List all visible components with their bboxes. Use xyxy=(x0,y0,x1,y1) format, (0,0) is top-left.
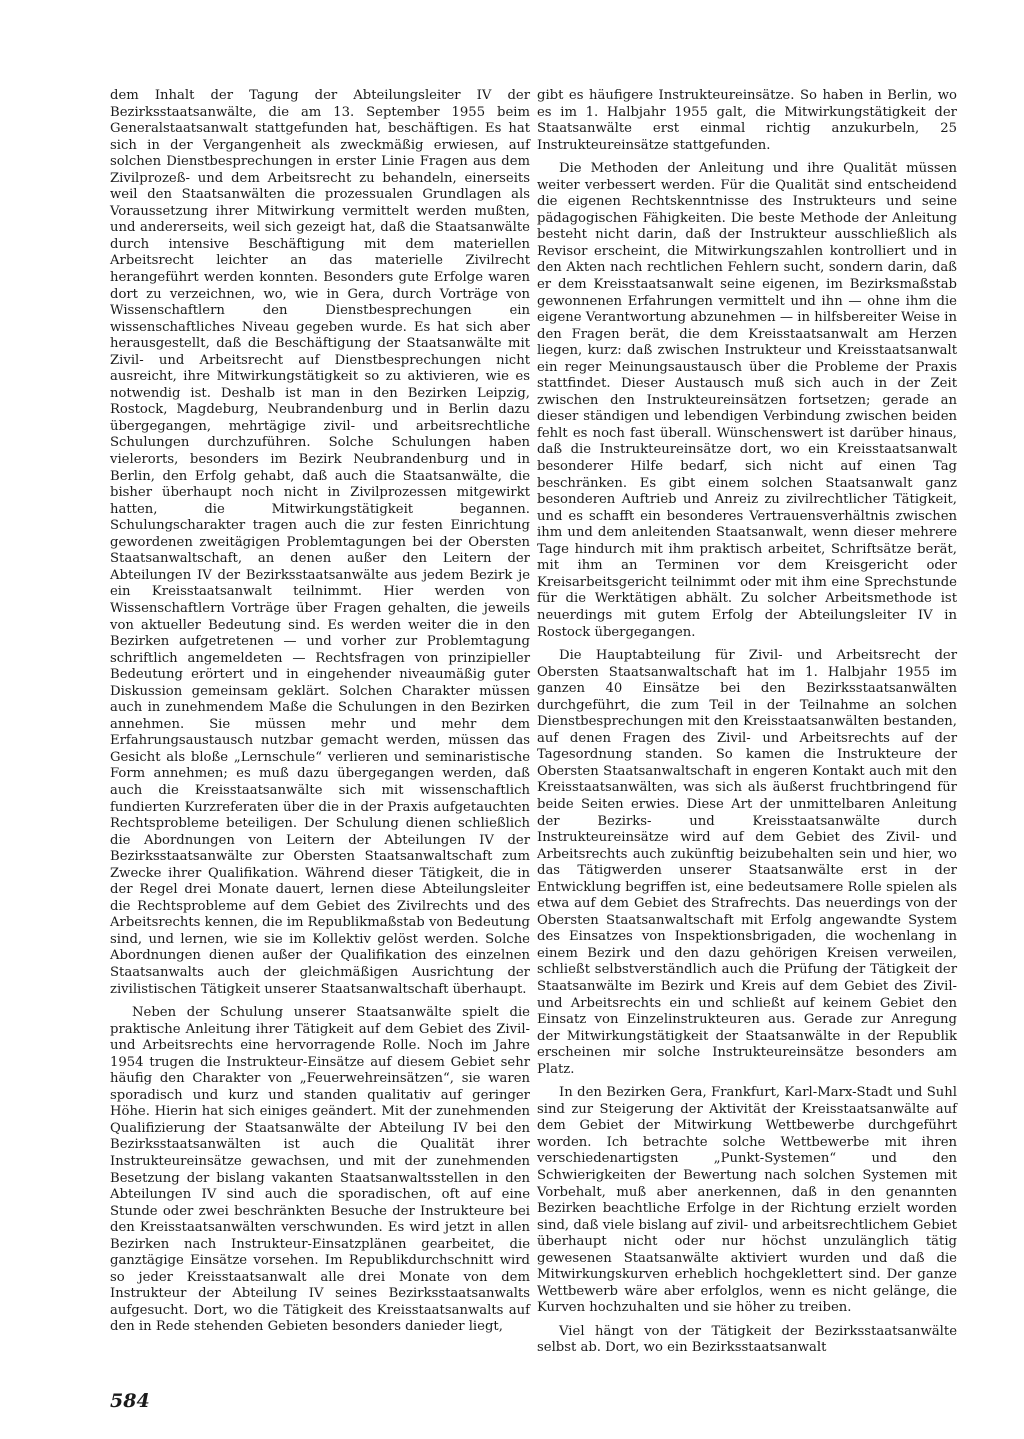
page-number: 584 xyxy=(110,1390,150,1412)
paragraph: Die Hauptabteilung für Zivil- und Arbeitsrecht der Obersten Staatsanwaltschaft hat im 1. Halbjahr 1955 im ganzen 40 Einsätze bei den Bezirksstaatsanwälten durchgeführt, die zum Teil in der Teilnahme an solchen Dienstbesprechungen mit den Kreisstaatsanwälten bestanden, auf denen Fragen des Zivil- und Arbeitsrechts auf der Tagesordnung standen. So kamen die Instrukteure der Obersten Staatsanwaltschaft in engeren Kontakt auch mit den Kreisstaatsanwälten, was sich als äußerst fruchtbringend für beide Seiten erwies. Diese Art der unmittelbaren Anleitung der Bezirks- und Kreisstaatsanwälte durch Instrukteureinsätze wird auf dem Gebiet des Zivil- und Arbeitsrechts auch zukünftig beizubehalten sein und hier, wo das Tätigwerden unserer Staatsanwälte erst in der Entwicklung begriffen ist, eine bedeutsamere Rolle spielen als etwa auf dem Gebiet des Strafrechts. Das neuerdings von der Obersten Staatsanwaltschaft mit Erfolg angewandte System des Einsatzes von Inspektionsbrigaden, die wochenlang in einem Bezirk und den dazu gehörigen Kreisen verweilen, schließt selbstverständlich auch die Prüfung der Tätigkeit der Staatsanwälte im Bezirk und Kreis auf dem Gebiet des Zivil- und Arbeitsrechts ein und schließt auf keinem Gebiet den Einsatz von Einzelinstrukteuren aus. Gerade zur Anregung der Mitwirkungstätigkeit der Staatsanwälte in der Republik erscheinen mir solche Instrukteureinsätze besonders am Platz. xyxy=(537,648,957,1077)
paragraph: dem Inhalt der Tagung der Abteilungsleiter IV der Bezirksstaatsanwälte, die am 13. September 1955 beim Generalstaatsanwalt stattgefunden hat, beschäftigen. Es hat sich in der Vergangenheit als zweckmäßig erwiesen, auf solchen Dienstbesprechungen in erster Linie Fragen aus dem Zivilprozeß- und dem Arbeitsrecht zu behandeln, einerseits weil den Staatsanwälten die prozessualen Grundlagen als Voraussetzung ihrer Mitwirkung vermittelt werden mußten, und andererseits, weil sich gezeigt hat, daß die Staatsanwälte durch intensive Beschäftigung mit dem materiellen Arbeitsrecht leichter an das materielle Zivilrecht herangeführt werden konnten. Besonders gute Erfolge waren dort zu verzeichnen, wo, wie in Gera, durch Vorträge von Wissenschaftlern den Dienstbesprechungen ein wissenschaftliches Niveau gegeben wurde. Es hat sich aber herausgestellt, daß die Beschäftigung der Staatsanwälte mit Zivil- und Arbeitsrecht auf Dienstbesprechungen nicht ausreicht, ihre Mitwirkungstätigkeit so zu aktivieren, wie es notwendig ist. Deshalb ist man in den Bezirken Leipzig, Rostock, Magdeburg, Neubrandenburg und in Berlin dazu übergegangen, mehrtägige zivil- und arbeitsrechtliche Schulungen durchzuführen. Solche Schulungen haben vielerorts, besonders im Bezirk Neubrandenburg und in Berlin, den Erfolg gehabt, daß auch die Staatsanwälte, die bisher überhaupt noch nicht in Zivilprozessen mitgewirkt hatten, die Mitwirkungstätigkeit begannen. Schulungscharakter tragen auch die zur festen Einrichtung gewordenen zweitägigen Problemtagungen bei der Obersten Staatsanwaltschaft, an denen außer den Leitern der Abteilungen IV der Bezirksstaatsanwälte aus jedem Bezirk je ein Kreisstaatsanwalt teilnimmt. Hier werden von Wissenschaftlern Vorträge über Fragen gehalten, die jeweils von aktueller Bedeutung sind. Es werden weiter die in den Bezirken aufgetretenen — und vorher zur Problemtagung schriftlich angemeldeten — Rechtsfragen von prinzipieller Bedeutung erörtert und in eingehender niveaumäßig guter Diskussion gemeinsam geklärt. Solchen Charakter müssen auch in zunehmendem Maße die Schulungen in den Bezirken annehmen. Sie müssen mehr und mehr dem Erfahrungsaustausch nutzbar gemacht werden, müssen das Gesicht als bloße „Lernschule“ verlieren und seminaristische Form annehmen; es muß dazu übergegangen werden, daß auch die Kreisstaatsanwälte sich mit wissenschaftlich fundierten Kurzreferaten über die in der Praxis aufgetauchten Rechtsprobleme beteiligen. Der Schulung dienen schließlich die Abordnungen von Leitern der Abteilungen IV der Bezirksstaatsanwälte zur Obersten Staatsanwaltschaft zum Zwecke ihrer Qualifikation. Während dieser Tätigkeit, die in der Regel drei Monate dauert, lernen diese Abteilungsleiter die Rechtsprobleme auf dem Gebiet des Zivilrechts und des Arbeitsrechts kennen, die im Republikmaßstab von Bedeutung sind, und lernen, wie sie im Kollektiv gelöst werden. Solche Abordnungen dienen außer der Qualifikation des einzelnen Staatsanwalts auch der gleichmäßigen Ausrichtung der zivilistischen Tätigkeit unserer Staatsanwaltschaft überhaupt. xyxy=(110,88,530,997)
paragraph: gibt es häufigere Instrukteureinsätze. So haben in Berlin, wo es im 1. Halbjahr 1955 galt, die Mitwirkungstätigkeit der Staatsanwälte erst einmal richtig anzukurbeln, 25 Instrukteureinsätze stattgefunden. xyxy=(537,88,957,153)
paragraph: Neben der Schulung unserer Staatsanwälte spielt die praktische Anleitung ihrer Tätigkeit auf dem Gebiet des Zivil- und Arbeitsrechts eine hervorragende Rolle. Noch im Jahre 1954 trugen die Instrukteur-Einsätze auf diesem Gebiet sehr häufig den Charakter von „Feuerwehreinsätzen“, sie waren sporadisch und kurz und standen qualitativ auf geringer Höhe. Hierin hat sich einiges geändert. Mit der zunehmenden Qualifizierung der Staatsanwälte der Abteilung IV bei den Bezirksstaatsanwälten ist auch die Qualität ihrer Instrukteureinsätze gewachsen, und mit der zunehmenden Besetzung der bislang vakanten Staatsanwaltsstellen in den Abteilungen IV sind auch die sporadischen, oft auf eine Stunde oder zwei beschränkten Besuche der Instrukteure bei den Kreisstaatsanwälten verschwunden. Es wird jetzt in allen Bezirken nach Instrukteur-Einsatzplänen gearbeitet, die ganztägige Einsätze vorsehen. Im Republikdurchschnitt wird so jeder Kreisstaatsanwalt alle drei Monate von dem Instrukteur der Abteilung IV seines Bezirksstaatsanwalts aufgesucht. Dort, wo die Tätigkeit des Kreisstaatsanwalts auf den in Rede stehenden Gebieten besonders danieder liegt, xyxy=(110,1005,530,1335)
paragraph: In den Bezirken Gera, Frankfurt, Karl-Marx-Stadt und Suhl sind zur Steigerung der Aktivität der Kreisstaatsanwälte auf dem Gebiet der Mitwirkung Wettbewerbe durchgeführt worden. Ich betrachte solche Wettbewerbe mit ihren verschiedenartigsten „Punkt-Systemen“ und den Schwierigkeiten der Bewertung nach solchen Systemen mit Vorbehalt, muß aber anerkennen, daß in den genannten Bezirken beachtliche Erfolge in der Richtung erzielt worden sind, daß viele bislang auf zivil- und arbeitsrechtlichem Gebiet überhaupt nicht oder nur höchst unzulänglich tätig gewesenen Staatsanwälte aktiviert wurden und daß die Mitwirkungskurven erheblich hochgeklettert sind. Der ganze Wettbewerb wäre aber erfolglos, wenn es nicht gelänge, die Kurven hochzuhalten und sie höher zu treiben. xyxy=(537,1085,957,1316)
right-column xyxy=(537,88,957,1364)
paragraph: Die Methoden der Anleitung und ihre Qualität müssen weiter verbessert werden. Für die Qualität sind entscheidend die eigenen Rechtskenntnisse des Instrukteurs und seine pädagogischen Fähigkeiten. Die beste Methode der Anleitung besteht nicht darin, daß der Instrukteur ausschließlich als Revisor erscheint, die Mitwirkungszahlen kontrolliert und in den Akten nach rechtlichen Fehlern sucht, sondern darin, daß er dem Kreisstaatsanwalt seine eigenen, im Bezirksmaßstab gewonnenen Erfahrungen vermittelt und ihn — ohne ihm die eigene Verantwortung abzunehmen — in hilfsbereiter Weise in den Fragen berät, die dem Kreisstaatsanwalt am Herzen liegen, kurz: daß zwischen Instrukteur und Kreisstaatsanwalt ein reger Meinungsaustausch über die Probleme der Praxis stattfindet. Dieser Austausch muß sich auch in der Zeit zwischen den Instrukteureinsätzen fortsetzen; gerade an dieser ständigen und lebendigen Verbindung zwischen beiden fehlt es noch fast überall. Wünschenswert ist darüber hinaus, daß die Instrukteureinsätze dort, wo ein Kreisstaatsanwalt besonderer Hilfe bedarf, sich nicht auf einen Tag beschränken. Es gibt einem solchen Staatsanwalt ganz besonderen Auftrieb und Anreiz zu zivilrechtlicher Tätigkeit, und es schafft ein besonderes Vertrauensverhältnis zwischen ihm und dem anleitenden Staatsanwalt, wenn dieser mehrere Tage hindurch mit ihm praktisch arbeitet, Schriftsätze berät, mit ihm an Terminen vor dem Kreisgericht oder Kreisarbeitsgericht teilnimmt oder mit ihm eine Sprechstunde für die Werktätigen abhält. Zu solcher Arbeitsmethode ist neuerdings mit gutem Erfolg der Abteilungsleiter IV in Rostock übergegangen. xyxy=(537,161,957,640)
paragraph: Viel hängt von der Tätigkeit der Bezirksstaatsanwälte selbst ab. Dort, wo ein Bezirksstaatsanwalt xyxy=(537,1323,957,1356)
left-column xyxy=(110,88,530,1343)
